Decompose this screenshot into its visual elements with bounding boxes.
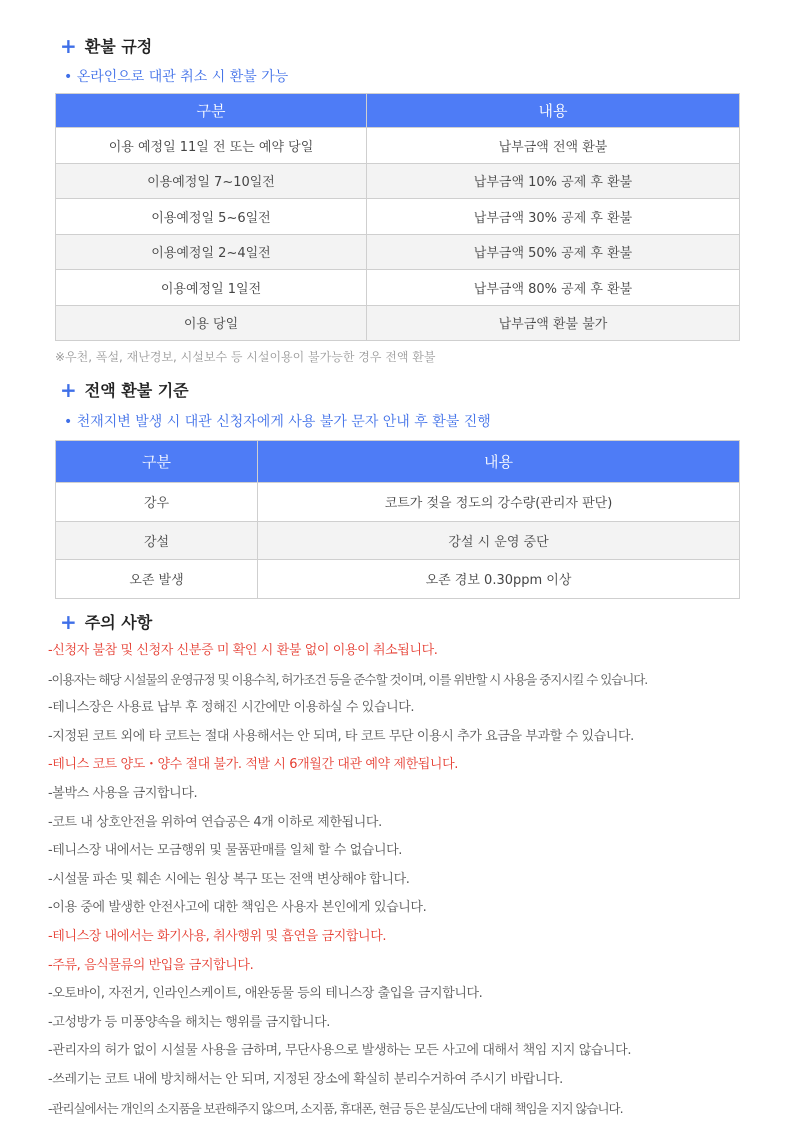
caution-item: -이용 중에 발생한 안전사고에 대한 책임은 사용자 본인에게 있습니다. bbox=[48, 900, 427, 916]
caution-item: -테니스장 내에서는 화기사용, 취사행위 및 흡연을 금지합니다. bbox=[48, 928, 387, 944]
table-row bbox=[56, 560, 740, 599]
table-row bbox=[56, 128, 740, 164]
full-refund-title: 전액 환불 기준 bbox=[84, 381, 189, 400]
caution-item: -주류, 음식물류의 반입을 금지합니다. bbox=[48, 957, 254, 973]
caution-item: -이용자는 해당 시설물의 운영규정 및 이용수칙, 허가조건 등을 준수할 것이며, 이를 위반할 시 사용을 중지시킬 수 있습니다. bbox=[48, 671, 648, 687]
caution-item: -오토바이, 자전거, 인라인스케이트, 애완동물 등의 테니스장 출입을 금지합니다. bbox=[48, 986, 483, 1002]
table-cell: 납부금액 10% 공제 후 환불 bbox=[367, 163, 740, 199]
table-row bbox=[56, 483, 740, 522]
table-cell: 이용예정일 7~10일전 bbox=[56, 163, 367, 199]
plus-icon: + bbox=[60, 377, 77, 402]
refund-section-title bbox=[60, 34, 152, 57]
table-cell: 이용 당일 bbox=[56, 305, 367, 341]
caution-item: -코트 내 상호안전을 위하여 연습공은 4개 이하로 제한됩니다. bbox=[48, 814, 382, 830]
table-row bbox=[56, 199, 740, 235]
caution-title: 주의 사항 bbox=[84, 613, 153, 632]
table-row bbox=[56, 163, 740, 199]
table-cell: 납부금액 50% 공제 후 환불 bbox=[367, 234, 740, 270]
caution-item: -볼박스 사용을 금지합니다. bbox=[48, 785, 198, 801]
full-refund-table bbox=[55, 440, 740, 599]
caution-item: -테니스장은 사용료 납부 후 정해진 시간에만 이용하실 수 있습니다. bbox=[48, 700, 415, 716]
table-header: 구분 bbox=[56, 441, 258, 483]
table-cell: 이용예정일 2~4일전 bbox=[56, 234, 367, 270]
table-header: 내용 bbox=[367, 94, 740, 128]
table-cell: 이용예정일 5~6일전 bbox=[56, 199, 367, 235]
caution-item: -테니스장 내에서는 모금행위 및 물품판매를 일체 할 수 없습니다. bbox=[48, 843, 402, 859]
caution-item: -테니스 코트 양도・양수 절대 불가. 적발 시 6개월간 대관 예약 제한됩니다. bbox=[48, 757, 458, 773]
caution-item: -관리자의 허가 없이 시설물 사용을 금하며, 무단사용으로 발생하는 모든 사고에 대해서 책임 지지 않습니다. bbox=[48, 1043, 632, 1059]
caution-item: -지정된 코트 외에 타 코트는 절대 사용해서는 안 되며, 타 코트 무단 이용시 추가 요금을 부과할 수 있습니다. bbox=[48, 728, 634, 744]
table-cell: 오존 경보 0.30ppm 이상 bbox=[258, 560, 740, 599]
table-row bbox=[56, 270, 740, 306]
caution-item: -신청자 불참 및 신청자 신분증 미 확인 시 환불 없이 이용이 취소됩니다. bbox=[48, 643, 438, 658]
table-cell: 납부금액 80% 공제 후 환불 bbox=[367, 270, 740, 306]
plus-icon: + bbox=[60, 33, 77, 58]
table-row bbox=[56, 234, 740, 270]
caution-section-title bbox=[60, 610, 152, 633]
table-cell: 오존 발생 bbox=[56, 560, 258, 599]
table-row bbox=[56, 305, 740, 341]
table-cell: 강설 bbox=[56, 521, 258, 560]
caution-list bbox=[48, 637, 783, 1123]
table-row bbox=[56, 521, 740, 560]
table-cell: 납부금액 30% 공제 후 환불 bbox=[367, 199, 740, 235]
plus-icon: + bbox=[60, 609, 77, 634]
caution-item: -시설물 파손 및 훼손 시에는 원상 복구 또는 전액 변상해야 합니다. bbox=[48, 871, 410, 887]
table-header: 구분 bbox=[56, 94, 367, 128]
caution-item: -쓰레기는 코트 내에 방치해서는 안 되며, 지정된 장소에 확실히 분리수거하여 주시기 바랍니다. bbox=[48, 1071, 563, 1087]
table-cell: 코트가 젖을 정도의 강수량(관리자 판단) bbox=[258, 483, 740, 522]
table-cell: 납부금액 환불 불가 bbox=[367, 305, 740, 341]
refund-title: 환불 규정 bbox=[84, 37, 153, 56]
full-refund-section-title bbox=[60, 378, 189, 401]
table-cell: 이용예정일 1일전 bbox=[56, 270, 367, 306]
table-cell: 강설 시 운영 중단 bbox=[258, 521, 740, 560]
refund-bullet: • 온라인으로 대관 취소 시 환불 가능 bbox=[64, 69, 289, 85]
table-header: 내용 bbox=[258, 441, 740, 483]
refund-table bbox=[55, 93, 740, 341]
caution-item: -관리실에서는 개인의 소지품을 보관해주지 않으며, 소지품, 휴대폰, 현금 등은 분실/도난에 대해 책임을 지지 않습니다. bbox=[48, 1100, 623, 1116]
table-cell: 강우 bbox=[56, 483, 258, 522]
table-cell: 이용 예정일 11일 전 또는 예약 당일 bbox=[56, 128, 367, 164]
table-cell: 납부금액 전액 환불 bbox=[367, 128, 740, 164]
refund-note: ※우천, 폭설, 재난경보, 시설보수 등 시설이용이 불가능한 경우 전액 환불 bbox=[55, 350, 436, 364]
caution-item: -고성방가 등 미풍양속을 해치는 행위를 금지합니다. bbox=[48, 1014, 331, 1030]
full-refund-bullet: • 천재지변 발생 시 대관 신청자에게 사용 불가 문자 안내 후 환불 진행 bbox=[64, 414, 491, 430]
